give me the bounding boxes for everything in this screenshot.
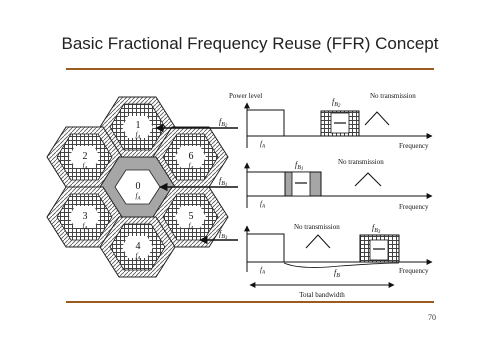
band-label-fa: $f_A$	[260, 266, 266, 276]
band-fa-block	[247, 110, 284, 136]
top-label-fb1: $f_B1$	[295, 160, 304, 172]
band-label-fa: $f_A$	[260, 200, 266, 210]
extra-label-fb: $f_B$	[334, 268, 340, 279]
cell-5-band: $f_A$	[188, 222, 194, 232]
cell-4-number: 4	[135, 241, 141, 252]
pointer-label-fb1: $f_B1$	[219, 176, 228, 188]
cell-4-band: $f_A$	[135, 252, 141, 262]
cell-3-number: 3	[82, 211, 88, 222]
band-fa-block	[247, 172, 285, 196]
cell-3-band: $f_A$	[82, 222, 88, 232]
pointer-label-fb3: $f_B3$	[219, 229, 228, 241]
spectrum-fb1	[247, 158, 432, 211]
cell-2-band: $f_A$	[82, 162, 88, 172]
power-level-label: Power level	[229, 92, 263, 100]
x-label-frequency: Frequency	[399, 203, 429, 211]
cell-0-band: $f_A$	[135, 192, 141, 202]
pointer-label-fb2: $f_B2$	[219, 117, 228, 129]
page-number: 70	[428, 313, 436, 322]
cell-2-number: 2	[82, 151, 88, 162]
note-no-transmission: No transmission	[338, 158, 384, 166]
x-label-frequency: Frequency	[399, 267, 429, 275]
band-fa-block	[247, 234, 284, 262]
cell-6-number: 6	[188, 151, 194, 162]
spectrum-fb3	[247, 223, 432, 279]
cell-5-number: 5	[188, 211, 194, 222]
no-transmission-chevron	[355, 173, 381, 186]
total-bandwidth-label: Total bandwidth	[299, 291, 345, 299]
top-label-fb2: $f_B2$	[332, 97, 341, 109]
fb-brace	[284, 263, 399, 267]
cell-1-number: 1	[135, 120, 141, 131]
spectrum-fb2	[229, 92, 432, 150]
note-no-transmission: No transmission	[370, 92, 416, 100]
no-transmission-chevron	[306, 235, 330, 248]
note-no-transmission: No transmission	[294, 223, 340, 231]
cell-6-band: $f_A$	[188, 162, 194, 172]
band-label-fa: $f_A$	[260, 140, 266, 150]
cell-0-number: 0	[135, 181, 141, 192]
no-transmission-chevron	[365, 112, 389, 125]
top-label-fb3: $f_B3$	[372, 223, 381, 235]
total-bandwidth	[250, 285, 394, 299]
x-label-frequency: Frequency	[399, 142, 429, 150]
slide-title: Basic Fractional Frequency Reuse (FFR) Concept	[61, 34, 439, 53]
cell-1-band: $f_A$	[135, 131, 141, 141]
